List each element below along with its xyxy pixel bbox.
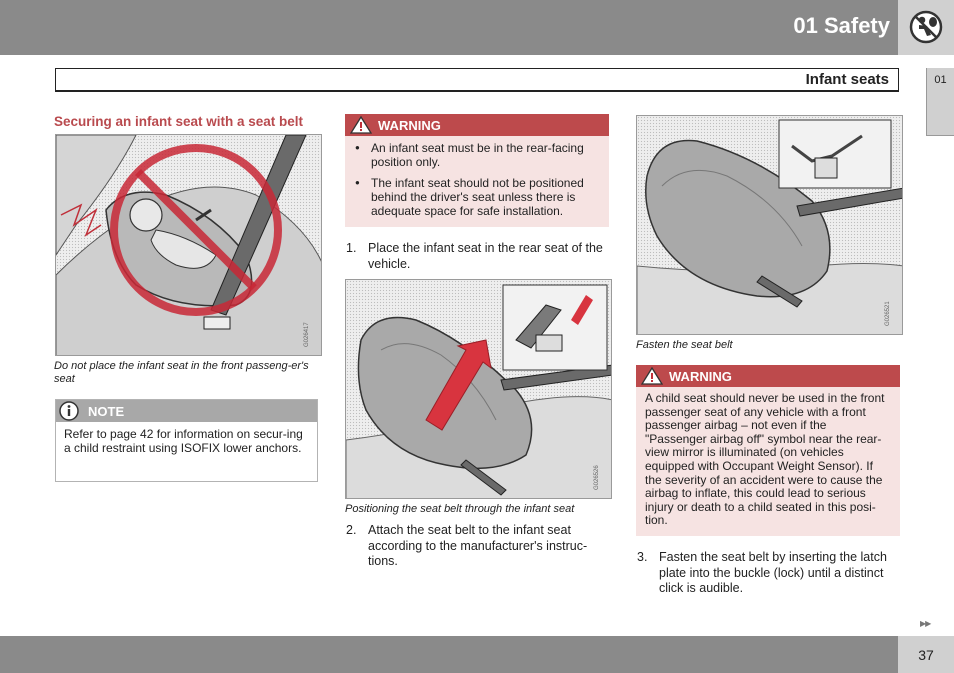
chapter-tab[interactable]: 01	[926, 68, 954, 136]
warning-triangle-icon	[641, 367, 663, 385]
figure-fasten-belt	[636, 115, 903, 335]
figure-code: G026526	[594, 465, 600, 490]
safety-airbag-icon	[908, 9, 944, 45]
warning-header	[636, 365, 900, 387]
warning-list	[345, 136, 609, 218]
warning-box-airbag	[636, 365, 900, 536]
section-heading: Securing an infant seat with a seat belt	[54, 114, 304, 129]
step-2	[346, 523, 611, 570]
figure-caption: Fasten the seat belt	[636, 339, 733, 351]
warning-label: WARNING	[669, 369, 732, 384]
warning-header	[345, 114, 609, 136]
figure-caption: Do not place the infant seat in the front passeng-er's seat	[54, 360, 309, 385]
warning-triangle-icon	[350, 116, 372, 134]
warning-bullet: ● The infant seat should not be positioned behind the driver's seat unless there is adequate space for safe installation.	[355, 176, 601, 218]
infant-seat-front-illustration	[56, 135, 322, 356]
section-title: Infant seats	[805, 71, 889, 88]
note-text: Refer to page 42 for information on secur-ing a child restraint using ISOFIX lower anchors.	[64, 427, 303, 455]
step-number: 3.	[637, 550, 648, 564]
step-text: Place the infant seat in the rear seat of the vehicle.	[368, 241, 603, 271]
note-label: NOTE	[88, 404, 125, 419]
note-box	[55, 399, 318, 482]
figure-positioning-belt	[345, 279, 612, 499]
header-icon-box	[898, 0, 954, 55]
step-1	[346, 241, 611, 272]
warning-text: A child seat should never be used in the front passenger seat of any vehicle with a front passenger airbag – not even if the "Passenger airbag off" symbol near the rear-view mirror is illuminated (on vehicles equipped with Occupant Weight Sensor). If the severity of an accident were to cause the airbag to inflate, this could lead to serious injury or death to a child seated in this posi-tion.	[645, 391, 885, 528]
header-band	[0, 0, 898, 55]
step-text: Attach the seat belt to the infant seat according to the manufacturer's instruc-tions.	[368, 523, 588, 568]
chapter-title: 01 Safety	[793, 13, 890, 38]
belt-positioning-illustration	[346, 280, 612, 499]
step-number: 2.	[346, 523, 357, 537]
warning-bullet: ● An infant seat must be in the rear-facing position only.	[355, 141, 601, 169]
step-text: Fasten the seat belt by inserting the latch plate into the buckle (lock) until a distinct click is audible.	[659, 550, 887, 595]
info-icon	[59, 401, 79, 421]
note-header	[56, 400, 317, 422]
warning-label: WARNING	[378, 118, 441, 133]
warning-box-rear-facing	[345, 114, 609, 227]
section-title-bar	[55, 68, 899, 92]
page-number: 37	[898, 636, 954, 673]
fasten-belt-illustration	[637, 116, 903, 335]
figure-no-front-seat	[55, 134, 322, 356]
figure-caption: Positioning the seat belt through the infant seat	[345, 503, 575, 515]
footer-band	[0, 636, 898, 673]
step-number: 1.	[346, 241, 357, 255]
step-3	[637, 550, 902, 597]
double-chevron-right-icon[interactable]: ▶▶	[920, 619, 931, 628]
figure-code: G026417	[304, 322, 310, 347]
figure-code: G026521	[885, 301, 891, 326]
